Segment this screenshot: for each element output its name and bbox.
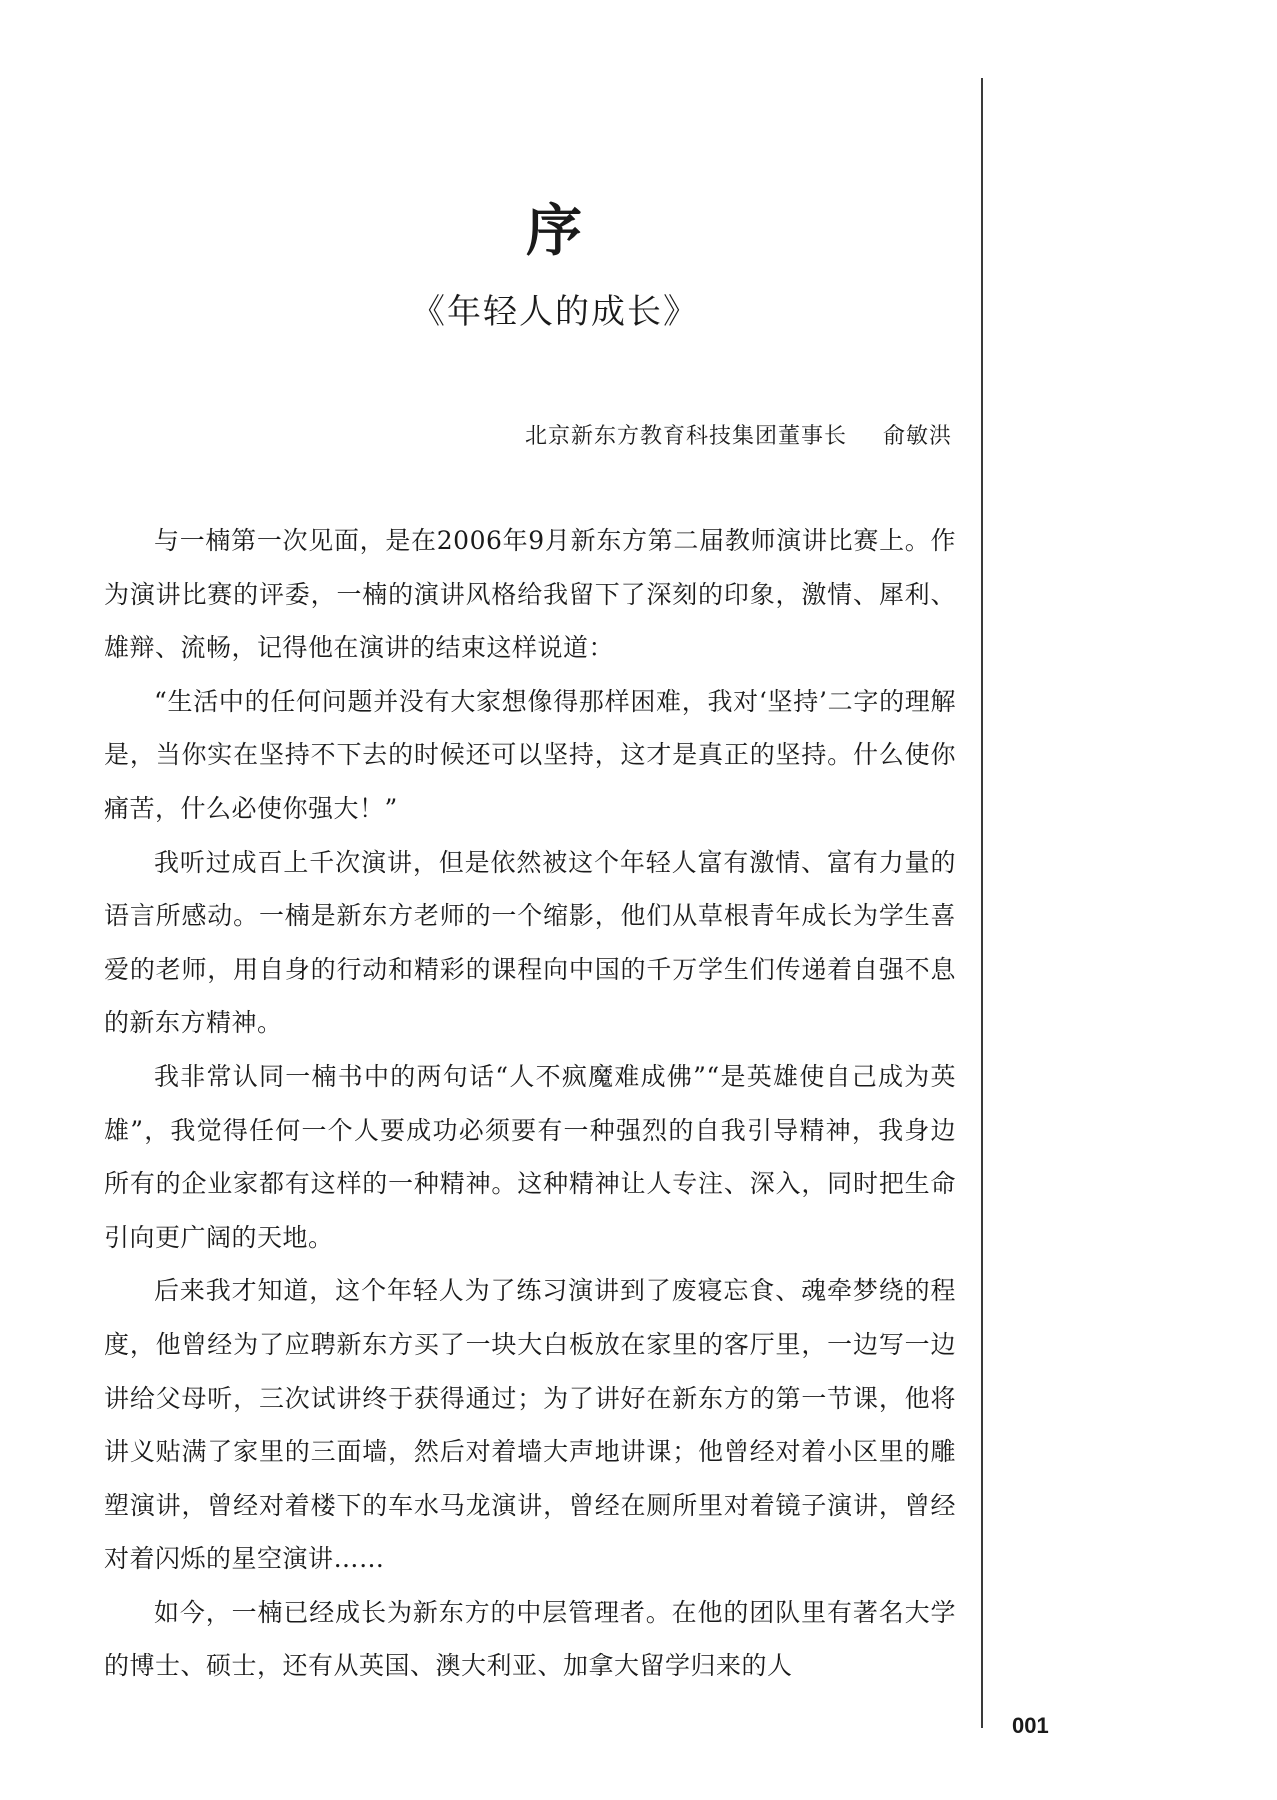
- author-name: 俞敏洪: [882, 424, 952, 449]
- page-subtitle: 《年轻人的成长》: [411, 292, 699, 332]
- author-line: [525, 420, 952, 454]
- body-text: [104, 514, 956, 1693]
- paragraph: 我非常认同一楠书中的两句话“人不疯魔难成佛”“是英雄使自己成为英雄”，我觉得任何一个人要成功必须要有一种强烈的自我引导精神，我身边所有的企业家都有这样的一种精神。这种精神让人专注、深入，同时把生命引向更广阔的天地。: [104, 1061, 956, 1252]
- author-affiliation: 北京新东方教育科技集团董事长: [524, 424, 847, 449]
- paragraph: “生活中的任何问题并没有大家想像得那样困难，我对‘坚持’二字的理解是，当你实在坚持不下去的时候还可以坚持，这才是真正的坚持。什么使你痛苦，什么必使你强大！”: [104, 686, 956, 823]
- paragraph: 后来我才知道，这个年轻人为了练习演讲到了废寝忘食、魂牵梦绕的程度，他曾经为了应聘新东方买了一块大白板放在家里的客厅里，一边写一边讲给父母听，三次试讲终于获得通过；为了讲好在新东方的第一节课，他将讲义贴满了家里的三面墙，然后对着墙大声地讲课；他曾经对着小区里的雕塑演讲，曾经对着楼下的车水马龙演讲，曾经在厕所里对着镜子演讲，曾经对着闪烁的星空演讲……: [104, 1276, 956, 1574]
- paragraph: 我听过成百上千次演讲，但是依然被这个年轻人富有激情、富有力量的语言所感动。一楠是新东方老师的一个缩影，他们从草根青年成长为学生喜爱的老师，用自身的行动和精彩的课程向中国的千万学生们传递着自强不息的新东方精神。: [104, 847, 956, 1038]
- paragraph: 如今，一楠已经成长为新东方的中层管理者。在他的团队里有著名大学的博士、硕士，还有从英国、澳大利亚、加拿大留学归来的人: [104, 1597, 956, 1681]
- paragraph: 与一楠第一次见面，是在2006年9月新东方第二届教师演讲比赛上。作为演讲比赛的评委，一楠的演讲风格给我留下了深刻的印象，激情、犀利、雄辩、流畅，记得他在演讲的结束这样说道：: [104, 526, 956, 663]
- page-number: 001: [1012, 1713, 1049, 1738]
- page-title: 序: [526, 198, 584, 264]
